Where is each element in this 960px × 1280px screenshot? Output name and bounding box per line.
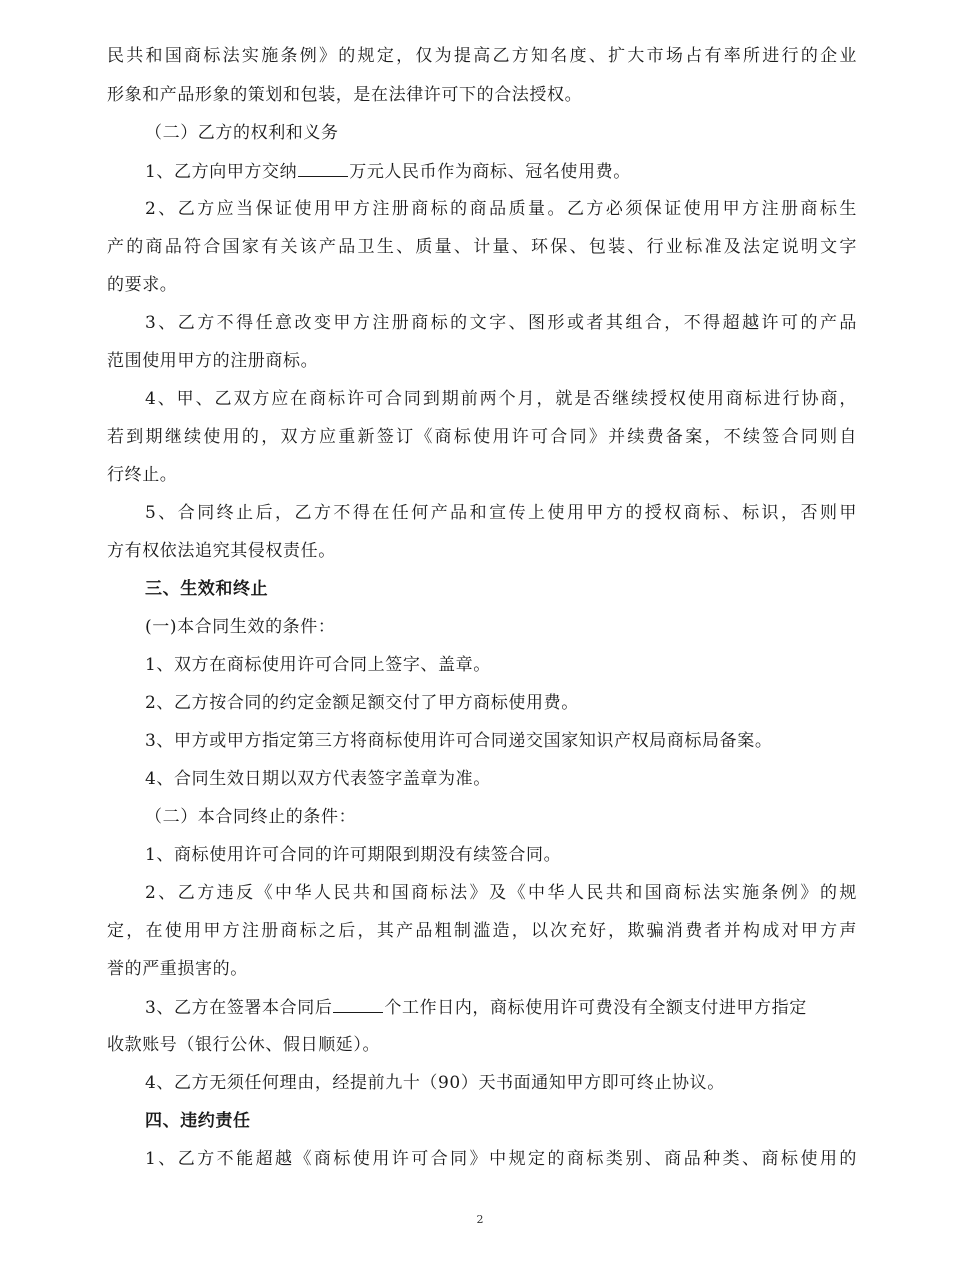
list-item-text: 3、乙方在签署本合同后 [145,998,333,1018]
list-item [145,996,857,1019]
list-item-text: 1、乙方向甲方交纳 [145,162,298,182]
page-number: 2 [476,1213,484,1226]
subsection-heading: (一)本合同生效的条件： [145,617,336,637]
list-item: 4、甲、乙双方应在商标许可合同到期前两个月，就是否继续授权使用商标进行协商， [145,389,857,409]
paragraph-line: 民共和国商标法实施条例》的规定，仅为提高乙方知名度、扩大市场占有率所进行的企业 [107,46,857,66]
list-item: 1、乙方不能超越《商标使用许可合同》中规定的商标类别、商品种类、商标使用的 [145,1149,857,1169]
list-item: 3、乙方不得任意改变甲方注册商标的文字、图形或者其组合，不得超越许可的产品 [145,313,857,333]
paragraph-line: 方有权依法追究其侵权责任。 [107,541,336,561]
list-item-text: 万元人民币作为商标、冠名使用费。 [349,162,631,182]
list-item: 4、合同生效日期以双方代表签字盖章为准。 [145,769,491,789]
paragraph-line: 行终止。 [107,465,178,485]
paragraph-line: 若到期继续使用的，双方应重新签订《商标使用许可合同》并续费备案，不续签合同则自 [107,427,857,447]
list-item: 5、合同终止后，乙方不得在任何产品和宣传上使用甲方的授权商标、标识，否则甲 [145,503,857,523]
list-item: 2、乙方应当保证使用甲方注册商标的商品质量。乙方必须保证使用甲方注册商标生 [145,199,857,219]
paragraph-line: 收款账号（银行公休、假日顺延）。 [107,1035,381,1055]
list-item: 2、乙方违反《中华人民共和国商标法》及《中华人民共和国商标法实施条例》的规 [145,883,857,903]
section-heading: （二）乙方的权利和义务 [145,123,339,143]
paragraph-line: 产的商品符合国家有关该产品卫生、质量、计量、环保、包装、行业标准及法定说明文字 [107,237,857,257]
fill-in-blank [298,160,348,177]
paragraph-line: 范围使用甲方的注册商标。 [107,351,319,371]
section-heading: 四、违约责任 [145,1111,251,1131]
fill-in-blank [333,996,383,1013]
list-item: 4、乙方无须任何理由，经提前九十（90）天书面通知甲方即可终止协议。 [145,1073,725,1093]
list-item: 1、双方在商标使用许可合同上签字、盖章。 [145,655,491,675]
paragraph-line: 定，在使用甲方注册商标之后，其产品粗制滥造，以次充好，欺骗消费者并构成对甲方声 [107,921,857,941]
list-item [145,160,857,183]
list-item: 1、商标使用许可合同的许可期限到期没有续签合同。 [145,845,562,865]
paragraph-line: 誉的严重损害的。 [107,959,248,979]
list-item-text: 个工作日内，商标使用许可费没有全额支付进甲方指定 [384,998,807,1018]
section-heading: 三、生效和终止 [145,579,269,599]
list-item: 2、乙方按合同的约定金额足额交付了甲方商标使用费。 [145,693,579,713]
list-item: 3、甲方或甲方指定第三方将商标使用许可合同递交国家知识产权局商标局备案。 [145,731,773,751]
paragraph-line: 的要求。 [107,275,178,295]
paragraph-line: 形象和产品形象的策划和包装，是在法律许可下的合法授权。 [107,85,583,105]
subsection-heading: （二）本合同终止的条件： [145,807,357,827]
